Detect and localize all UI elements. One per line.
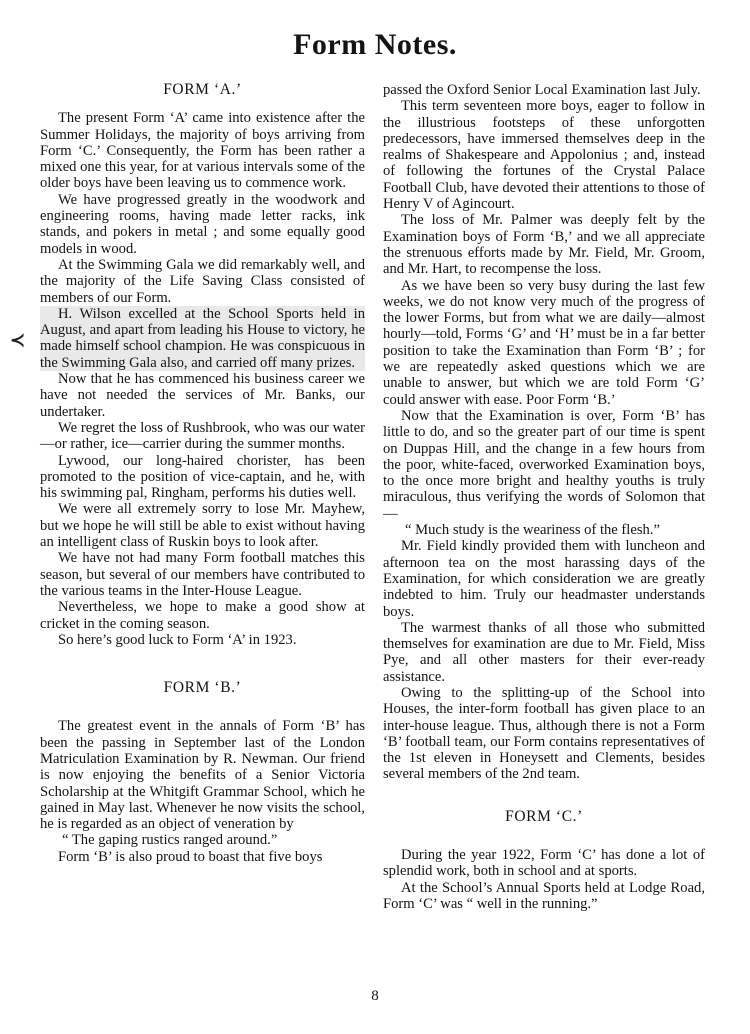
form-b-paragraph: Form ‘B’ is also proud to boast that five boys: [58, 848, 323, 865]
form-a-heading: FORM ‘A.’: [163, 81, 242, 98]
form-a-paragraph: We were all extremely sorry to lose Mr. Mayhew, but we hope he will still be able to exist without having an intelligent class of Ruskin boys to look after.: [40, 501, 365, 551]
left-column: [40, 82, 365, 865]
form-a-paragraph: Now that he has commenced his business career we have not needed the services of Mr. Banks, our undertaker.: [40, 371, 365, 420]
margin-mark: ≺: [10, 330, 26, 350]
form-a-paragraph-highlighted: H. Wilson excelled at the School Sports held in August, and apart from leading his House to victory, he made himself school champion. He was conspicuous in the Swimming Gala also, and carried off many prizes.: [40, 305, 365, 371]
form-b-quote: “ Much study is the weariness of the flesh.”: [405, 522, 660, 539]
form-a-paragraph: So here’s good luck to Form ‘A’ in 1923.: [58, 631, 297, 648]
form-c-paragraph: At the School’s Annual Sports held at Lodge Road, Form ‘C’ was “ well in the running.”: [383, 879, 705, 912]
form-a-paragraph: At the Swimming Gala we did remarkably well, and the majority of the Life Saving Class consisted of members of our Form.: [40, 256, 365, 306]
form-b-paragraph: The warmest thanks of all those who submitted themselves for examination are due to Mr. Field, Miss Pye, and all other masters for their ever-ready assistance.: [383, 619, 705, 685]
page-number: 8: [371, 988, 379, 1004]
form-b-paragraph: The loss of Mr. Palmer was deeply felt by the Examination boys of Form ‘B,’ and we all appreciate the strenuous efforts made by Mr. Field, Mr. Groom, and Mr. Hart, to recompense the loss.: [383, 212, 705, 278]
form-a-paragraph: The present Form ‘A’ came into existence after the Summer Holidays, the majority of boys arriving from Form ‘C.’ Consequently, the Form has been rather a mixed one this year, for at various intervals some of the older boys have been leaving us to commence work.: [40, 110, 365, 192]
form-b-paragraph: Mr. Field kindly provided them with luncheon and afternoon tea on the most harassing days of the Examination, for which consideration we are greatly indebted to him. Truly our headmaster understands boys.: [383, 538, 705, 620]
right-column: [383, 82, 705, 912]
form-a-paragraph: Lywood, our long-haired chorister, has been promoted to the position of vice-captain, and he, with his swimming pal, Ringham, performs his duties well.: [40, 452, 365, 502]
form-b-paragraph: The greatest event in the annals of Form ‘B’ has been the passing in September last of the London Matriculation Examination by R. Newman. Our friend is now enjoying the benefits of a Senior Victoria Scholarship at the Whitgift Grammar School, which he gained in May last. Whenever he now visits the school, he is regarded as an object of veneration by: [40, 718, 365, 833]
form-a-paragraph: We have not had many Form football matches this season, but several of our members have contributed to the various teams in the Inter-House League.: [40, 550, 365, 599]
form-b-paragraph: Now that the Examination is over, Form ‘B’ has little to do, and so the greater part of our time is spent on Duppas Hill, and the change in a few hours from the poor, white-faced, overworked Examination boys, to the once more bright and healthy youths is truly miraculous, thus verifying the words of Solomon that—: [383, 407, 705, 522]
form-b-paragraph: As we have been so very busy during the last few weeks, we do not know very much of the progress of the lower Forms, but from what we are daily—almost hourly—told, Forms ‘G’ and ‘H’ must be in a far better position to take the Examination than Form ‘B’ ; for we are repeatedly asked questions which we are unable to answer, but which we are told Form ‘G’ could answer with ease. Poor Form ‘B.’: [383, 277, 705, 408]
form-c-heading: FORM ‘C.’: [505, 807, 583, 825]
form-b-paragraph-continued: passed the Oxford Senior Local Examination last July.: [383, 82, 701, 98]
form-b-quote: “ The gaping rustics ranged around.”: [62, 832, 278, 849]
form-b-paragraph: Owing to the splitting-up of the School into Houses, the inter-form football has given place to an inter-house league. Thus, although there is not a Form ‘B’ football team, our Form contains representatives of the 1st eleven in Honeysett and Clements, besides several members of the 2nd team.: [383, 684, 705, 783]
form-a-paragraph: We have progressed greatly in the woodwork and engineering rooms, having made letter racks, ink stands, and pokers in metal ; and some equally good models in wood.: [40, 191, 365, 257]
page-title: Form Notes.: [293, 28, 457, 61]
form-b-paragraph: This term seventeen more boys, eager to follow in the illustrious footsteps of these unforgotten predecessors, have immersed themselves deep in the realms of Shakespeare and Appolonius ; and, instead of following the fortunes of the Crystal Palace Football Club, have devoted their attentions to those of Henry V of Agincourt.: [383, 98, 705, 213]
form-a-paragraph: We regret the loss of Rushbrook, who was our water—or rather, ice—carrier during the summer months.: [40, 419, 365, 453]
form-b-heading: FORM ‘B.’: [163, 679, 242, 697]
form-a-paragraph: Nevertheless, we hope to make a good show at cricket in the coming season.: [40, 599, 365, 632]
form-c-paragraph: During the year 1922, Form ‘C’ has done a lot of splendid work, both in school and at sports.: [383, 847, 705, 880]
